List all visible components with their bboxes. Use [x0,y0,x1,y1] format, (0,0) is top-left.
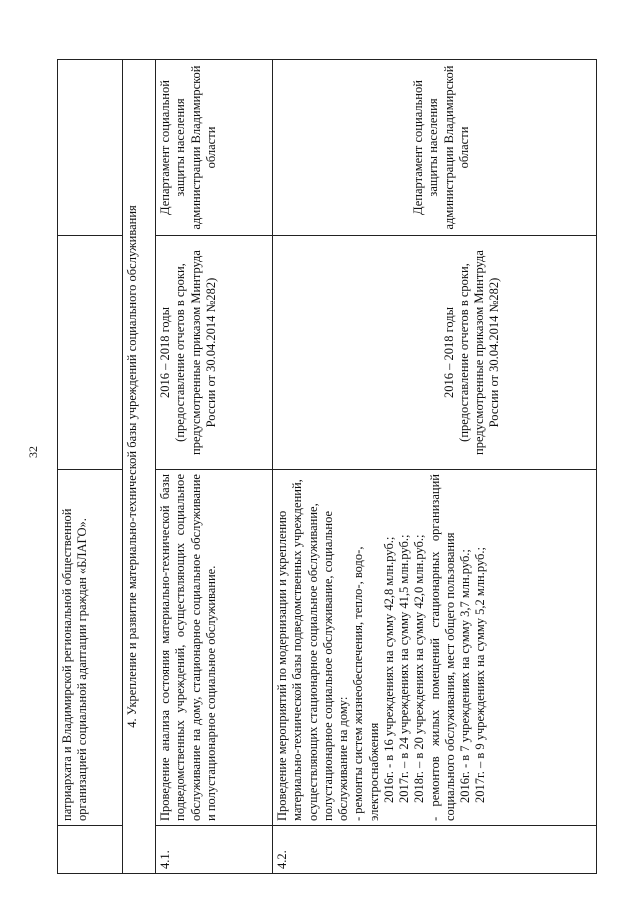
item-name-line-2018: 2018г. – в 20 учреждениях на сумму 42,0 млн.руб.; [412,534,427,803]
table-row-section-header [123,60,156,874]
item-name-repairs-title: - ремонты систем жизнеобеспечения, тепло-, водо-, электроснабжения [351,546,381,821]
item-name-line-2016: 2016г. - в 16 учреждениях на сумму 42,8 млн.руб.; [381,536,396,803]
item-term-text: 2016 – 2018 годы (предоставление отчетов в сроки, предусмотренные приказом Минтруда России от 30.04.2014 №282) [441,250,502,455]
measures-table [57,59,597,874]
item-name: Проведение анализа состояния материально-технической базы подведомственных учреждений, осуществляющих социальное обслуживание на дому, стационарное социальное обслуживание и полустационарное социальное обслуживание. [156,470,273,826]
cell-term-empty [58,236,123,470]
cell-num-empty [58,826,123,874]
item-number: 4.2. [273,826,597,874]
table-row-item-4-2 [273,60,597,874]
item-name-line-2017: 2017г. – в 24 учреждениях на сумму 41,5 млн.руб.; [397,534,411,803]
item-number: 4.1. [156,826,273,874]
item-responsible [273,60,597,236]
item-name-line-b2017: 2017г. – в 9 учреждениях на сумму 5,2 млн.руб.; [473,547,488,803]
item-name [273,470,597,826]
section-title: 4. Укрепление и развитие материально-технической базы учреждений социального обслуживания [123,60,156,874]
resp-spacer [275,64,411,231]
item-responsible: Департамент социальной защиты населения администрации Владимирской области [156,60,273,236]
item-name-intro: Проведение мероприятий по модернизации и укреплению материально-технической базы подведомственных учреждений, осуществляющих стационарное социальное обслуживание, полустационарное социальное обслуживание, социальное обслуживание на дому: [275,479,350,821]
item-name-line-b2016: 2016г. - в 7 учреждениях на сумму 3,7 млн.руб.; [458,549,472,803]
document-table-rotated [57,60,597,874]
table-row-item-4-1 [156,60,273,874]
term-spacer [290,240,426,465]
item-name-residential-title: - ремонтов жилых помещений стационарных организаций социального обслуживания, мест общего пользования [427,474,457,821]
cell-resp-empty [58,60,123,236]
table-row-continuation [58,60,123,874]
item-term: 2016 – 2018 годы (предоставление отчетов в сроки, предусмотренные приказом Минтруда России от 30.04.2014 №282) [156,236,273,470]
page-number: 32 [26,446,40,458]
item-responsible-text: Департамент социальной защиты населения администрации Владимирской области [411,65,471,230]
cell-continuation-text: патриархата и Владимирской региональной общественной организацией социальной адаптации граждан «БЛАГО». [58,470,123,826]
item-term [273,236,597,470]
